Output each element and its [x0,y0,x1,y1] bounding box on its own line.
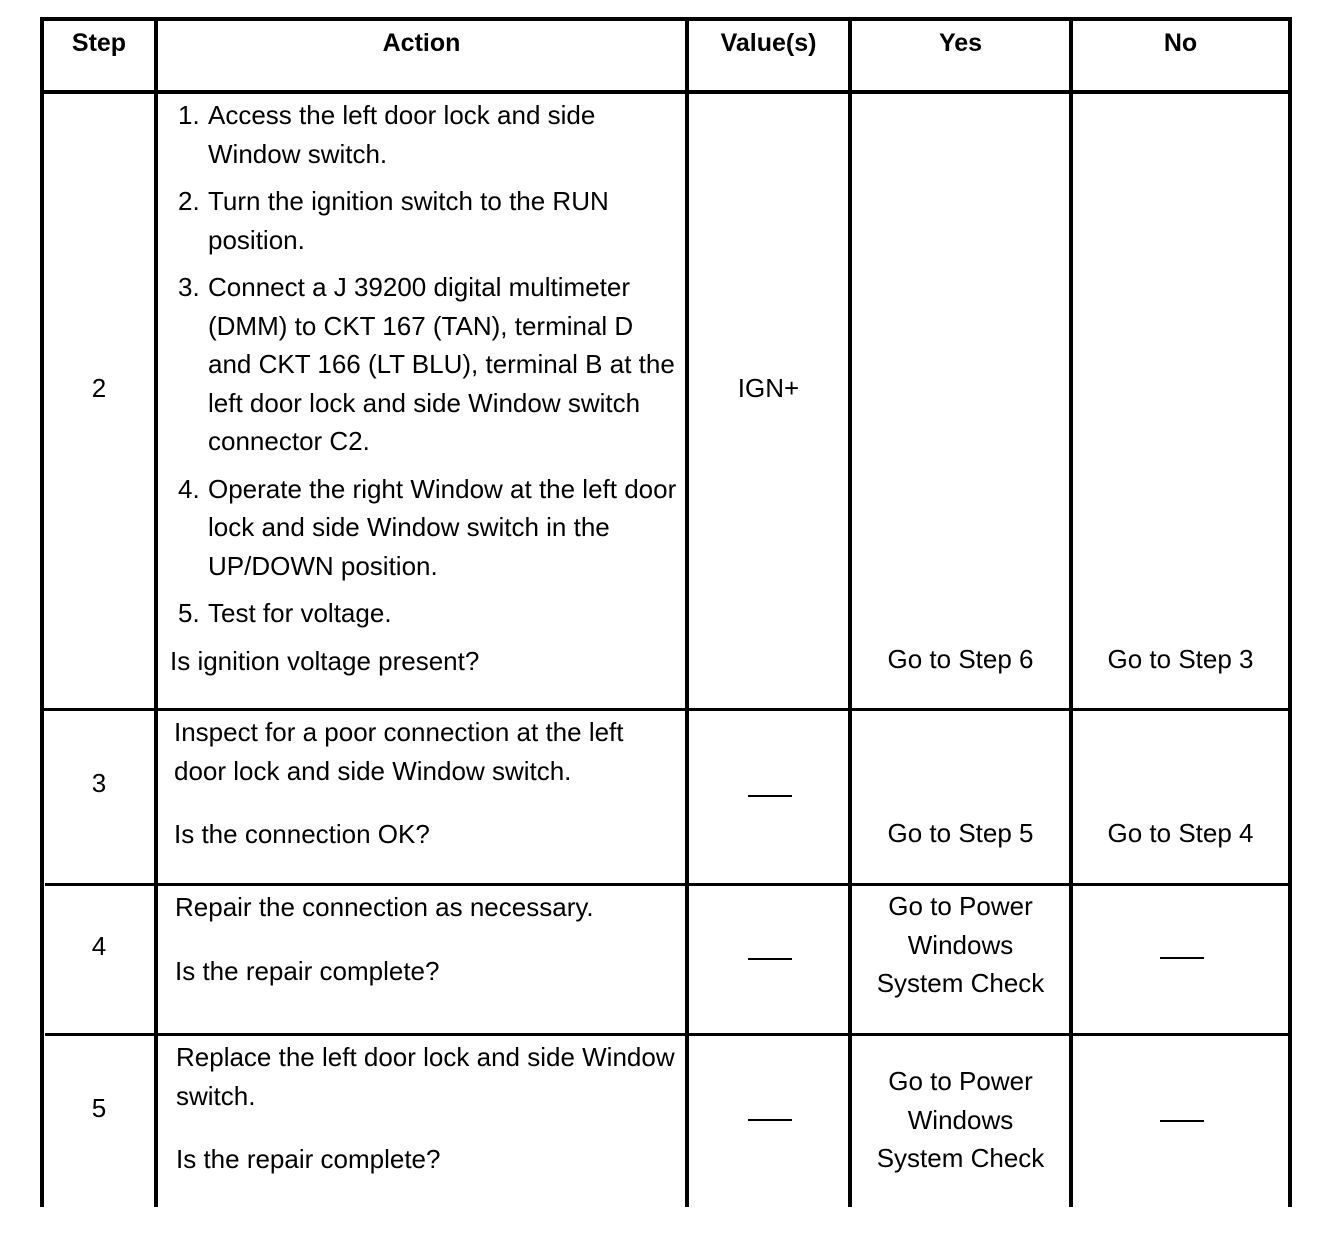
column-divider [1069,17,1073,1207]
column-divider [40,17,44,1207]
item-text: Turn the ignition switch to the RUN position. [208,186,609,255]
row-divider [45,883,1291,886]
value-empty-dash [748,795,792,797]
action-question: Is ignition voltage present? [170,645,480,676]
header-step: Step [71,29,127,57]
row-divider [44,708,1291,711]
header-no: No [1163,29,1198,57]
header-values: Value(s) [720,29,817,57]
item-text: Connect a J 39200 digital multimeter (DMM) to CKT 167 (TAN), terminal D and CKT 166 (LT BLU), terminal B at the left door lock and side Window switch connector C2. [208,272,675,456]
action-item [170,594,680,633]
action-question: Is the connection OK? [174,819,430,849]
action-item [170,182,680,259]
action-question: Is the repair complete? [176,1144,441,1174]
action-item [170,470,680,586]
step-number: 2 [91,373,107,403]
item-number: 5. [178,598,200,628]
action-text: Inspect for a poor connection at the left door lock and side Window switch. [174,717,624,786]
column-divider [848,17,852,1207]
value-empty-dash [748,958,792,960]
item-number: 3. [178,272,200,302]
yes-cell: Go to Power Windows System Check [876,1066,1045,1173]
header-yes: Yes [938,29,983,57]
item-text: Access the left door lock and side Window switch. [208,100,596,169]
item-number: 4. [178,473,200,504]
yes-cell: Go to Step 5 [887,818,1034,848]
item-text: Test for voltage. [208,598,392,628]
action-item [170,96,680,173]
no-empty-dash [1160,1120,1204,1122]
table-border-top [40,17,1291,21]
row-divider [45,1033,1291,1036]
value-empty-dash [748,1119,792,1121]
action-text: Replace the left door lock and side Window switch. [176,1042,675,1111]
item-number: 2. [178,186,200,216]
yes-cell: Go to Power Windows System Check [876,891,1045,998]
action-cell [174,713,674,854]
action-text: Repair the connection as necessary. [175,892,594,922]
value-cell: IGN+ [737,373,800,403]
action-cell [176,1038,676,1179]
yes-cell: Go to Step 6 [887,644,1034,674]
step-number: 3 [91,768,107,798]
header-divider [40,90,1291,94]
step-number: 5 [91,1093,107,1123]
action-question: Is the repair complete? [175,955,440,986]
column-divider [685,17,689,1207]
action-cell [175,888,675,990]
step-number: 4 [91,931,107,961]
item-text: Operate the right Window at the left door lock and side Window switch in the UP/DOWN position. [208,473,677,581]
no-cell: Go to Step 4 [1107,818,1254,848]
header-action: Action [382,29,461,57]
item-number: 1. [178,100,200,130]
no-empty-dash [1160,957,1204,959]
no-cell: Go to Step 3 [1107,644,1254,674]
action-item [170,268,680,461]
column-divider [154,17,158,1207]
table-border-right [1288,17,1292,1207]
action-cell [170,96,680,680]
